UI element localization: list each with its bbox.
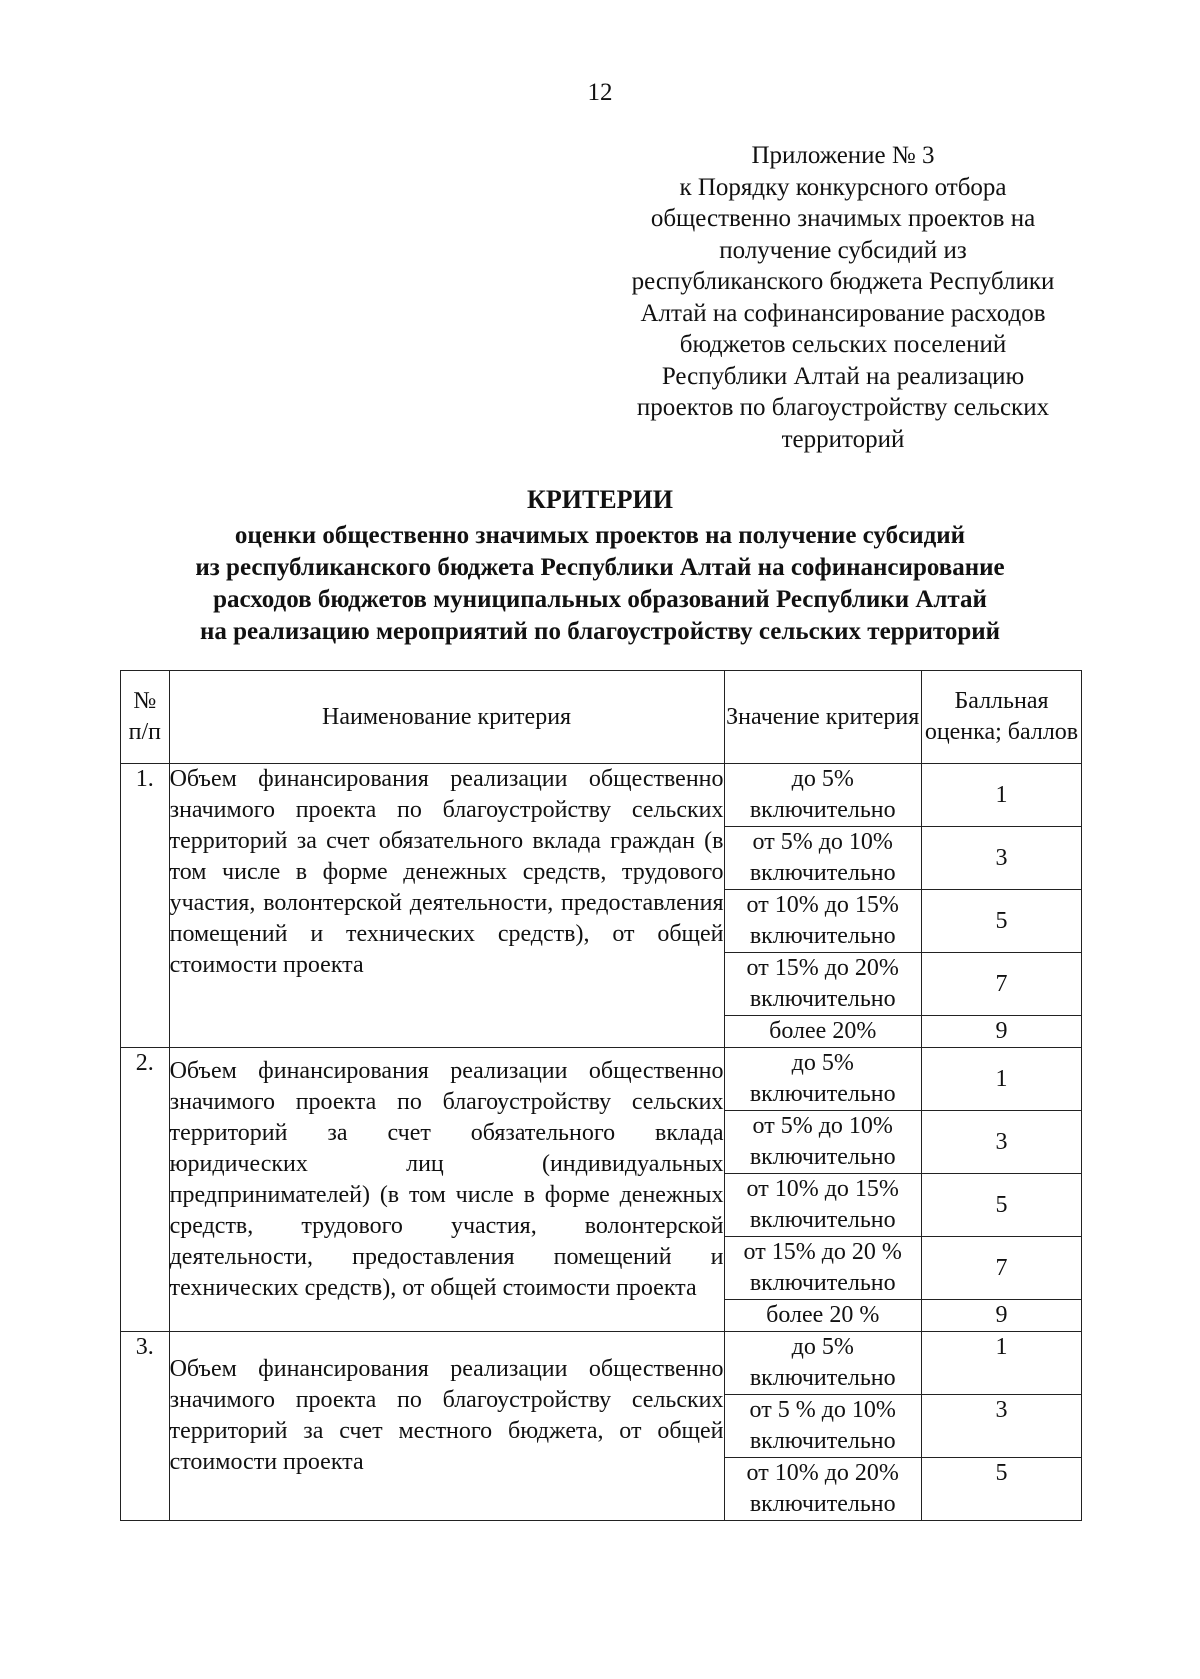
criterion-score: 5: [921, 890, 1081, 953]
table-row: [121, 1332, 1082, 1395]
appendix-line: Приложение № 3: [751, 142, 935, 169]
document-heading: [0, 482, 1200, 648]
criterion-value: до 5% включительно: [724, 764, 921, 827]
criteria-table: [120, 670, 1082, 1521]
appendix-line: Республики Алтай на реализацию: [661, 362, 1025, 390]
header-num: № п/п: [121, 671, 170, 764]
criterion-name: Объем финансирования реализации общественно значимого проекта по благоустройству сельских территорий за счет местного бюджета, от общей стоимости проекта: [169, 1332, 724, 1521]
criterion-score: 3: [921, 1395, 1081, 1458]
criterion-score: 7: [921, 1237, 1081, 1300]
appendix-line: республиканского бюджета Республики: [631, 268, 1055, 295]
criterion-value: до 5% включительно: [724, 1048, 921, 1111]
criterion-value: от 10% до 20% включительно: [724, 1458, 921, 1521]
criterion-score: 1: [921, 1048, 1081, 1111]
document-subtitle-line: расходов бюджетов муниципальных образований Республики Алтай: [213, 586, 987, 613]
criterion-value: от 5 % до 10% включительно: [724, 1395, 921, 1458]
header-value: Значение критерия: [724, 671, 921, 764]
criterion-value: от 10% до 15% включительно: [724, 1174, 921, 1237]
header-score: Балльная оценка; баллов: [921, 671, 1081, 764]
table-row: [121, 1048, 1082, 1111]
document-title: КРИТЕРИИ: [527, 485, 673, 514]
table-row: [121, 764, 1082, 827]
criterion-score: 3: [921, 1111, 1081, 1174]
criterion-score: 5: [921, 1458, 1081, 1521]
appendix-line: территорий: [781, 425, 905, 453]
criterion-score: 3: [921, 827, 1081, 890]
criterion-value: от 5% до 10% включительно: [724, 1111, 921, 1174]
criterion-value: от 10% до 15% включительно: [724, 890, 921, 953]
table-header-row: [121, 671, 1082, 764]
appendix-line: общественно значимых проектов на: [650, 205, 1036, 232]
page-number: 12: [587, 79, 613, 106]
appendix-line: бюджетов сельских поселений: [679, 331, 1007, 358]
criterion-score: 1: [921, 764, 1081, 827]
criterion-score: 5: [921, 1174, 1081, 1237]
criterion-value: до 5% включительно: [724, 1332, 921, 1395]
document-subtitle-line: из республиканского бюджета Республики Алтай на софинансирование: [195, 554, 1005, 581]
row-number: 1.: [121, 764, 170, 1048]
appendix-line: Алтай на софинансирование расходов: [640, 299, 1046, 327]
criterion-value: от 5% до 10% включительно: [724, 827, 921, 890]
criterion-score: 9: [921, 1300, 1081, 1332]
criterion-value: более 20 %: [724, 1300, 921, 1332]
criterion-value: более 20%: [724, 1016, 921, 1048]
criterion-value: от 15% до 20% включительно: [724, 953, 921, 1016]
row-number: 2.: [121, 1048, 170, 1332]
appendix-note: [608, 140, 1078, 455]
criterion-name: Объем финансирования реализации общественно значимого проекта по благоустройству сельских территорий за счет обязательного вклада юридических лиц (индивидуальных предпринимателей) (в том числе в форме денежных средств, трудового участия, волонтерской деятельности, предоставления помещений и технических средств), от общей стоимости проекта: [169, 1048, 724, 1332]
criterion-score: 7: [921, 953, 1081, 1016]
appendix-line: получение субсидий из: [719, 236, 967, 264]
criterion-score: 9: [921, 1016, 1081, 1048]
document-subtitle-line: оценки общественно значимых проектов на получение субсидий: [234, 522, 966, 549]
appendix-line: проектов по благоустройству сельских: [636, 394, 1050, 421]
document-subtitle-line: на реализацию мероприятий по благоустройству сельских территорий: [199, 618, 1001, 645]
criterion-name: Объем финансирования реализации общественно значимого проекта по благоустройству сельских территорий за счет обязательного вклада граждан (в том числе в форме денежных средств, трудового участия, волонтерской деятельности, предоставления помещений и технических средств), от общей стоимости проекта: [169, 764, 724, 1048]
appendix-line: к Порядку конкурсного отбора: [679, 173, 1007, 201]
criterion-value: от 15% до 20 % включительно: [724, 1237, 921, 1300]
header-name: Наименование критерия: [169, 671, 724, 764]
criterion-score: 1: [921, 1332, 1081, 1395]
row-number: 3.: [121, 1332, 170, 1521]
